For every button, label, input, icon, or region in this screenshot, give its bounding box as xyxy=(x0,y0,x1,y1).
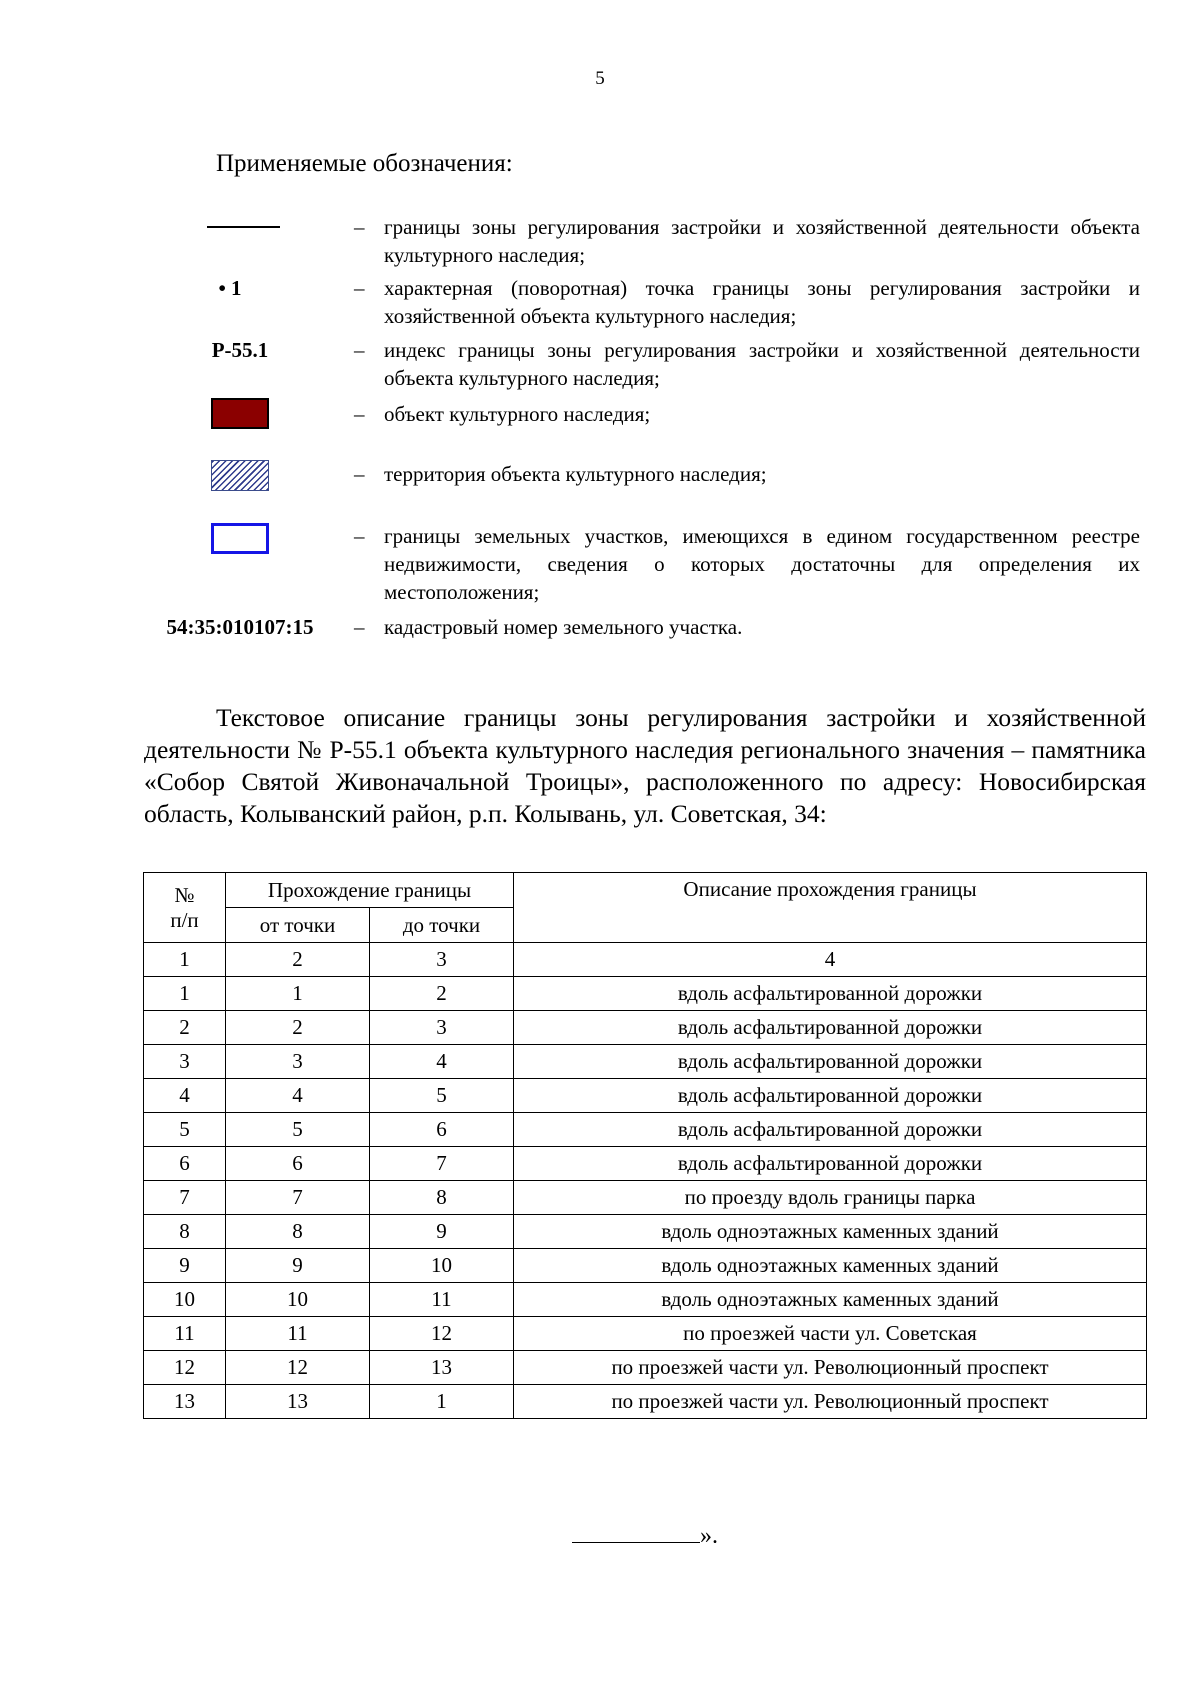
row-number: 5 xyxy=(144,1113,226,1147)
to-point: 6 xyxy=(370,1113,514,1147)
row-number: 3 xyxy=(144,1045,226,1079)
to-point: 7 xyxy=(370,1147,514,1181)
header-passage: Прохождение границы xyxy=(226,873,514,908)
passage-description: по проезжей части ул. Революционный проспект xyxy=(514,1351,1147,1385)
to-point: 11 xyxy=(370,1283,514,1317)
passage-description: вдоль асфальтированной дорожки xyxy=(514,1045,1147,1079)
header-num: № п/п xyxy=(144,873,226,943)
to-point: 4 xyxy=(370,1045,514,1079)
table-row xyxy=(144,1249,1147,1283)
from-point: 13 xyxy=(226,1385,370,1419)
to-point: 8 xyxy=(370,1181,514,1215)
table-row xyxy=(144,1283,1147,1317)
row-number: 10 xyxy=(144,1283,226,1317)
passage-description: вдоль асфальтированной дорожки xyxy=(514,1113,1147,1147)
passage-description: вдоль одноэтажных каменных зданий xyxy=(514,1215,1147,1249)
header-description: Описание прохождения границы xyxy=(514,873,1147,943)
table-row xyxy=(144,1385,1147,1419)
row-number: 12 xyxy=(144,1351,226,1385)
legend-text: территория объекта культурного наследия; xyxy=(384,462,767,486)
cadastral-number: 54:35:010107:15 xyxy=(166,615,314,639)
closing-line xyxy=(572,1520,718,1550)
to-point: 13 xyxy=(370,1351,514,1385)
passage-description: вдоль асфальтированной дорожки xyxy=(514,1011,1147,1045)
from-point: 8 xyxy=(226,1215,370,1249)
column-number: 1 xyxy=(144,943,226,977)
page-number: 5 xyxy=(595,68,605,89)
legend-text: характерная (поворотная) точка границы зоны регулирования застройки и хозяйственной объекта культурного наследия; xyxy=(384,276,1140,328)
column-number: 4 xyxy=(514,943,1147,977)
legend-text: объект культурного наследия; xyxy=(384,402,651,426)
row-number: 7 xyxy=(144,1181,226,1215)
to-point: 10 xyxy=(370,1249,514,1283)
from-point: 2 xyxy=(226,1011,370,1045)
row-number: 4 xyxy=(144,1079,226,1113)
from-point: 9 xyxy=(226,1249,370,1283)
passage-description: вдоль асфальтированной дорожки xyxy=(514,1079,1147,1113)
legend-text: границы земельных участков, имеющихся в едином государственном реестре недвижимости, сведения о которых достаточны для определения их местоположения; xyxy=(384,524,1140,604)
table-row xyxy=(144,1045,1147,1079)
from-point: 6 xyxy=(226,1147,370,1181)
legend-text: кадастровый номер земельного участка. xyxy=(384,615,743,639)
passage-description: по проезжей части ул. Советская xyxy=(514,1317,1147,1351)
from-point: 11 xyxy=(226,1317,370,1351)
to-point: 1 xyxy=(370,1385,514,1419)
row-number: 8 xyxy=(144,1215,226,1249)
closing-quote: ». xyxy=(700,1523,718,1549)
from-point: 3 xyxy=(226,1045,370,1079)
table-row xyxy=(144,1147,1147,1181)
table-row xyxy=(144,1215,1147,1249)
passage-description: по проезжей части ул. Революционный проспект xyxy=(514,1385,1147,1419)
row-number: 1 xyxy=(144,977,226,1011)
row-number: 6 xyxy=(144,1147,226,1181)
to-point: 9 xyxy=(370,1215,514,1249)
heritage-territory-icon xyxy=(211,460,269,491)
legend-symbol: Р-55.1 xyxy=(211,338,269,362)
row-number: 13 xyxy=(144,1385,226,1419)
passage-description: вдоль асфальтированной дорожки xyxy=(514,977,1147,1011)
boundary-table xyxy=(143,872,1147,1419)
to-point: 2 xyxy=(370,977,514,1011)
passage-description: вдоль одноэтажных каменных зданий xyxy=(514,1249,1147,1283)
legend-text: границы зоны регулирования застройки и хозяйственной деятельности объекта культурного наследия; xyxy=(384,215,1140,267)
row-number: 2 xyxy=(144,1011,226,1045)
row-number: 9 xyxy=(144,1249,226,1283)
to-point: 12 xyxy=(370,1317,514,1351)
from-point: 4 xyxy=(226,1079,370,1113)
row-number: 11 xyxy=(144,1317,226,1351)
table-row xyxy=(144,1351,1147,1385)
from-point: 1 xyxy=(226,977,370,1011)
boundary-line-icon xyxy=(207,226,280,228)
turning-point-icon: • 1 xyxy=(218,276,242,300)
to-point: 5 xyxy=(370,1079,514,1113)
table-row xyxy=(144,977,1147,1011)
column-number: 2 xyxy=(226,943,370,977)
table-row xyxy=(144,1113,1147,1147)
passage-description: вдоль одноэтажных каменных зданий xyxy=(514,1283,1147,1317)
heritage-object-icon xyxy=(211,398,269,429)
passage-description: вдоль асфальтированной дорожки xyxy=(514,1147,1147,1181)
from-point: 5 xyxy=(226,1113,370,1147)
boundary-description: Текстовое описание границы зоны регулирования застройки и хозяйственной деятельности № Р-55.1 объекта культурного наследия регионального значения – памятника «Собор Святой Живоначальной Троицы», расположенного по адресу: Новосибирская область, Колыванский район, р.п. Колывань, ул. Советская, 34: xyxy=(144,702,1146,828)
header-from: от точки xyxy=(226,908,370,943)
passage-description: по проезду вдоль границы парка xyxy=(514,1181,1147,1215)
to-point: 3 xyxy=(370,1011,514,1045)
signature-blank xyxy=(572,1520,700,1543)
table-row xyxy=(144,1079,1147,1113)
from-point: 12 xyxy=(226,1351,370,1385)
legend-title: Применяемые обозначения: xyxy=(216,150,513,177)
from-point: 7 xyxy=(226,1181,370,1215)
table-row xyxy=(144,1181,1147,1215)
land-parcel-icon xyxy=(211,523,269,554)
table-row xyxy=(144,1317,1147,1351)
table-row xyxy=(144,1011,1147,1045)
legend-text: индекс границы зоны регулирования застройки и хозяйственной деятельности объекта культурного наследия; xyxy=(384,338,1140,390)
column-number: 3 xyxy=(370,943,514,977)
column-numbers-row xyxy=(144,943,1147,977)
header-to: до точки xyxy=(370,908,514,943)
from-point: 10 xyxy=(226,1283,370,1317)
